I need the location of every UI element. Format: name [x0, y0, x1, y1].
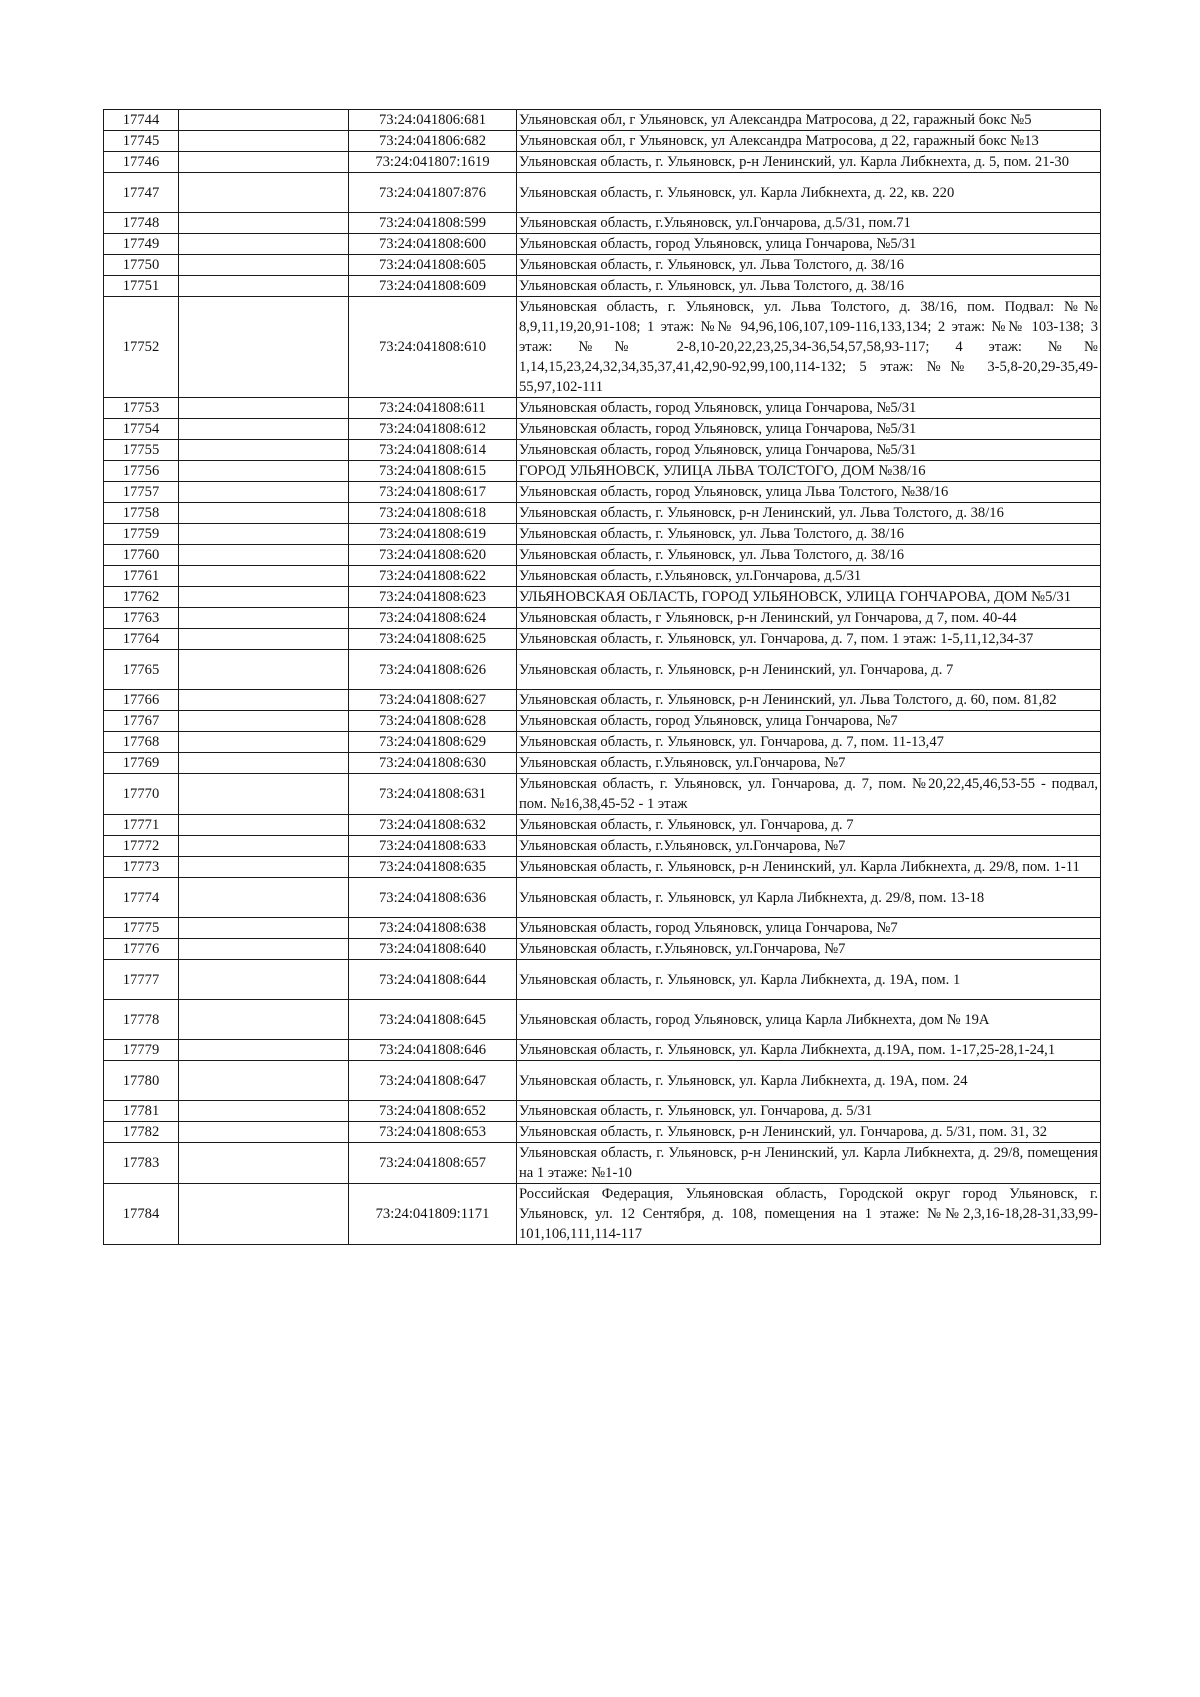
- owner-cell: [179, 1143, 349, 1184]
- table-row: [104, 419, 1101, 440]
- cadastral-number-cell: 73:24:041808:635: [349, 857, 517, 878]
- table-row: [104, 815, 1101, 836]
- owner-cell: [179, 503, 349, 524]
- cadastral-number-cell: 73:24:041808:631: [349, 774, 517, 815]
- table-row: [104, 566, 1101, 587]
- address-cell: Ульяновская обл, г Ульяновск, ул Александра Матросова, д 22, гаражный бокс №5: [517, 110, 1101, 131]
- owner-cell: [179, 774, 349, 815]
- row-number-cell: 17756: [104, 461, 179, 482]
- address-cell: Ульяновская область, г. Ульяновск, ул. Гончарова, д. 5/31: [517, 1101, 1101, 1122]
- row-number-cell: 17751: [104, 276, 179, 297]
- owner-cell: [179, 1040, 349, 1061]
- row-number-cell: 17775: [104, 918, 179, 939]
- owner-cell: [179, 255, 349, 276]
- address-cell: Ульяновская область, г. Ульяновск, р-н Ленинский, ул. Гончарова, д. 7: [517, 650, 1101, 690]
- address-cell: Российская Федерация, Ульяновская область, Городской округ город Ульяновск, г. Ульяновск, ул. 12 Сентября, д. 108, помещения на 1 этаже: №№2,3,16-18,28-31,33,99-101,106,111,114-117: [517, 1184, 1101, 1245]
- row-number-cell: 17768: [104, 732, 179, 753]
- address-cell: Ульяновская область, г. Ульяновск, ул. Гончарова, д. 7, пом. №20,22,45,46,53-55 - подвал, пом. №16,38,45-52 - 1 этаж: [517, 774, 1101, 815]
- cadastral-number-cell: 73:24:041808:636: [349, 878, 517, 918]
- owner-cell: [179, 753, 349, 774]
- registry-table-body: [104, 110, 1101, 1245]
- row-number-cell: 17761: [104, 566, 179, 587]
- owner-cell: [179, 878, 349, 918]
- row-number-cell: 17783: [104, 1143, 179, 1184]
- cadastral-number-cell: 73:24:041808:599: [349, 213, 517, 234]
- table-row: [104, 173, 1101, 213]
- row-number-cell: 17764: [104, 629, 179, 650]
- table-row: [104, 1143, 1101, 1184]
- row-number-cell: 17779: [104, 1040, 179, 1061]
- cadastral-number-cell: 73:24:041808:612: [349, 419, 517, 440]
- cadastral-number-cell: 73:24:041808:624: [349, 608, 517, 629]
- address-cell: Ульяновская область, г. Ульяновск, ул Карла Либкнехта, д. 29/8, пом. 13-18: [517, 878, 1101, 918]
- address-cell: Ульяновская область, г. Ульяновск, ул. Карла Либкнехта, д. 19А, пом. 1: [517, 960, 1101, 1000]
- row-number-cell: 17759: [104, 524, 179, 545]
- owner-cell: [179, 918, 349, 939]
- table-row: [104, 152, 1101, 173]
- cadastral-number-cell: 73:24:041808:644: [349, 960, 517, 1000]
- row-number-cell: 17765: [104, 650, 179, 690]
- table-row: [104, 255, 1101, 276]
- owner-cell: [179, 152, 349, 173]
- owner-cell: [179, 297, 349, 398]
- row-number-cell: 17767: [104, 711, 179, 732]
- address-cell: Ульяновская область, г Ульяновск, р-н Ленинский, ул Гончарова, д 7, пом. 40-44: [517, 608, 1101, 629]
- table-row: [104, 711, 1101, 732]
- row-number-cell: 17750: [104, 255, 179, 276]
- cadastral-number-cell: 73:24:041808:657: [349, 1143, 517, 1184]
- cadastral-number-cell: 73:24:041808:609: [349, 276, 517, 297]
- address-cell: Ульяновская область, г. Ульяновск, ул. Карла Либкнехта, д.19А, пом. 1-17,25-28,1-24,1: [517, 1040, 1101, 1061]
- cadastral-number-cell: 73:24:041807:876: [349, 173, 517, 213]
- owner-cell: [179, 398, 349, 419]
- address-cell: Ульяновская область, г. Ульяновск, ул. Гончарова, д. 7, пом. 11-13,47: [517, 732, 1101, 753]
- owner-cell: [179, 711, 349, 732]
- cadastral-number-cell: 73:24:041808:645: [349, 1000, 517, 1040]
- cadastral-number-cell: 73:24:041808:625: [349, 629, 517, 650]
- address-cell: Ульяновская область, город Ульяновск, улица Гончарова, №5/31: [517, 440, 1101, 461]
- address-cell: Ульяновская область, г.Ульяновск, ул.Гончарова, д.5/31, пом.71: [517, 213, 1101, 234]
- address-cell: Ульяновская область, г. Ульяновск, ул. Гончарова, д. 7, пом. 1 этаж: 1-5,11,12,34-37: [517, 629, 1101, 650]
- owner-cell: [179, 213, 349, 234]
- cadastral-number-cell: 73:24:041808:646: [349, 1040, 517, 1061]
- table-row: [104, 836, 1101, 857]
- owner-cell: [179, 545, 349, 566]
- owner-cell: [179, 857, 349, 878]
- cadastral-number-cell: 73:24:041808:653: [349, 1122, 517, 1143]
- row-number-cell: 17757: [104, 482, 179, 503]
- cadastral-number-cell: 73:24:041808:605: [349, 255, 517, 276]
- table-row: [104, 774, 1101, 815]
- table-row: [104, 110, 1101, 131]
- owner-cell: [179, 650, 349, 690]
- owner-cell: [179, 1122, 349, 1143]
- cadastral-number-cell: 73:24:041808:632: [349, 815, 517, 836]
- owner-cell: [179, 587, 349, 608]
- cadastral-number-cell: 73:24:041808:614: [349, 440, 517, 461]
- table-row: [104, 1101, 1101, 1122]
- row-number-cell: 17754: [104, 419, 179, 440]
- table-row: [104, 608, 1101, 629]
- cadastral-number-cell: 73:24:041808:623: [349, 587, 517, 608]
- owner-cell: [179, 939, 349, 960]
- row-number-cell: 17782: [104, 1122, 179, 1143]
- table-row: [104, 587, 1101, 608]
- cadastral-number-cell: 73:24:041808:652: [349, 1101, 517, 1122]
- address-cell: Ульяновская область, г. Ульяновск, ул. Карла Либкнехта, д. 19А, пом. 24: [517, 1061, 1101, 1101]
- owner-cell: [179, 131, 349, 152]
- owner-cell: [179, 836, 349, 857]
- owner-cell: [179, 566, 349, 587]
- table-row: [104, 939, 1101, 960]
- row-number-cell: 17755: [104, 440, 179, 461]
- owner-cell: [179, 1061, 349, 1101]
- row-number-cell: 17753: [104, 398, 179, 419]
- cadastral-number-cell: 73:24:041808:638: [349, 918, 517, 939]
- address-cell: Ульяновская область, г. Ульяновск, р-н Ленинский, ул. Карла Либкнехта, д. 29/8, пом. 1-11: [517, 857, 1101, 878]
- table-row: [104, 878, 1101, 918]
- row-number-cell: 17760: [104, 545, 179, 566]
- owner-cell: [179, 629, 349, 650]
- table-row: [104, 398, 1101, 419]
- row-number-cell: 17763: [104, 608, 179, 629]
- cadastral-number-cell: 73:24:041808:627: [349, 690, 517, 711]
- cadastral-number-cell: 73:24:041808:633: [349, 836, 517, 857]
- cadastral-number-cell: 73:24:041807:1619: [349, 152, 517, 173]
- table-row: [104, 131, 1101, 152]
- owner-cell: [179, 440, 349, 461]
- owner-cell: [179, 482, 349, 503]
- cadastral-number-cell: 73:24:041808:611: [349, 398, 517, 419]
- owner-cell: [179, 234, 349, 255]
- address-cell: Ульяновская область, г. Ульяновск, ул. Льва Толстого, д. 38/16, пом. Подвал: №№ 8,9,11,19,20,91-108; 1 этаж: №№ 94,96,106,107,109-116,133,134; 2 этаж: №№ 103-138; 3 этаж: №№ 2-8,10-20,22,23,25,34-36,54,57,58,93-117; 4 этаж: №№ 1,14,15,23,24,32,34,35,37,41,42,90-92,99,100,114-132; 5 этаж: №№ 3-5,8-20,29-35,49-55,97,102-111: [517, 297, 1101, 398]
- row-number-cell: 17772: [104, 836, 179, 857]
- row-number-cell: 17780: [104, 1061, 179, 1101]
- owner-cell: [179, 461, 349, 482]
- row-number-cell: 17745: [104, 131, 179, 152]
- table-row: [104, 461, 1101, 482]
- cadastral-number-cell: 73:24:041808:617: [349, 482, 517, 503]
- owner-cell: [179, 732, 349, 753]
- cadastral-number-cell: 73:24:041808:626: [349, 650, 517, 690]
- table-row: [104, 1061, 1101, 1101]
- table-row: [104, 857, 1101, 878]
- row-number-cell: 17762: [104, 587, 179, 608]
- address-cell: Ульяновская обл, г Ульяновск, ул Александра Матросова, д 22, гаражный бокс №13: [517, 131, 1101, 152]
- table-row: [104, 213, 1101, 234]
- cadastral-number-cell: 73:24:041808:600: [349, 234, 517, 255]
- table-row: [104, 629, 1101, 650]
- table-row: [104, 1000, 1101, 1040]
- cadastral-number-cell: 73:24:041808:640: [349, 939, 517, 960]
- owner-cell: [179, 524, 349, 545]
- row-number-cell: 17746: [104, 152, 179, 173]
- registry-table: [103, 109, 1101, 1245]
- row-number-cell: 17769: [104, 753, 179, 774]
- address-cell: Ульяновская область, город Ульяновск, улица Гончарова, №5/31: [517, 234, 1101, 255]
- address-cell: Ульяновская область, г. Ульяновск, р-н Ленинский, ул. Льва Толстого, д. 60, пом. 81,82: [517, 690, 1101, 711]
- address-cell: Ульяновская область, г. Ульяновск, ул. Льва Толстого, д. 38/16: [517, 276, 1101, 297]
- address-cell: Ульяновская область, г. Ульяновск, р-н Ленинский, ул. Льва Толстого, д. 38/16: [517, 503, 1101, 524]
- table-row: [104, 732, 1101, 753]
- row-number-cell: 17771: [104, 815, 179, 836]
- address-cell: Ульяновская область, город Ульяновск, улица Льва Толстого, №38/16: [517, 482, 1101, 503]
- row-number-cell: 17784: [104, 1184, 179, 1245]
- row-number-cell: 17748: [104, 213, 179, 234]
- table-row: [104, 960, 1101, 1000]
- owner-cell: [179, 110, 349, 131]
- address-cell: Ульяновская область, г.Ульяновск, ул.Гончарова, №7: [517, 939, 1101, 960]
- table-row: [104, 276, 1101, 297]
- row-number-cell: 17776: [104, 939, 179, 960]
- table-row: [104, 650, 1101, 690]
- address-cell: Ульяновская область, город Ульяновск, улица Гончарова, №5/31: [517, 398, 1101, 419]
- table-row: [104, 690, 1101, 711]
- row-number-cell: 17749: [104, 234, 179, 255]
- address-cell: Ульяновская область, г. Ульяновск, ул. Гончарова, д. 7: [517, 815, 1101, 836]
- table-row: [104, 482, 1101, 503]
- owner-cell: [179, 276, 349, 297]
- row-number-cell: 17744: [104, 110, 179, 131]
- owner-cell: [179, 419, 349, 440]
- table-row: [104, 1184, 1101, 1245]
- owner-cell: [179, 608, 349, 629]
- row-number-cell: 17773: [104, 857, 179, 878]
- row-number-cell: 17758: [104, 503, 179, 524]
- owner-cell: [179, 173, 349, 213]
- cadastral-number-cell: 73:24:041806:681: [349, 110, 517, 131]
- table-row: [104, 234, 1101, 255]
- row-number-cell: 17774: [104, 878, 179, 918]
- cadastral-number-cell: 73:24:041808:615: [349, 461, 517, 482]
- address-cell: Ульяновская область, г. Ульяновск, ул. Льва Толстого, д. 38/16: [517, 524, 1101, 545]
- address-cell: ГОРОД УЛЬЯНОВСК, УЛИЦА ЛЬВА ТОЛСТОГО, ДОМ №38/16: [517, 461, 1101, 482]
- owner-cell: [179, 960, 349, 1000]
- owner-cell: [179, 690, 349, 711]
- owner-cell: [179, 815, 349, 836]
- row-number-cell: 17766: [104, 690, 179, 711]
- table-row: [104, 753, 1101, 774]
- table-row: [104, 1122, 1101, 1143]
- address-cell: Ульяновская область, г. Ульяновск, ул. Льва Толстого, д. 38/16: [517, 545, 1101, 566]
- cadastral-number-cell: 73:24:041808:618: [349, 503, 517, 524]
- table-row: [104, 524, 1101, 545]
- address-cell: Ульяновская область, г.Ульяновск, ул.Гончарова, №7: [517, 753, 1101, 774]
- cadastral-number-cell: 73:24:041808:647: [349, 1061, 517, 1101]
- address-cell: Ульяновская область, г. Ульяновск, ул. Льва Толстого, д. 38/16: [517, 255, 1101, 276]
- row-number-cell: 17777: [104, 960, 179, 1000]
- address-cell: Ульяновская область, город Ульяновск, улица Гончарова, №5/31: [517, 419, 1101, 440]
- cadastral-number-cell: 73:24:041808:610: [349, 297, 517, 398]
- cadastral-number-cell: 73:24:041808:622: [349, 566, 517, 587]
- cadastral-number-cell: 73:24:041809:1171: [349, 1184, 517, 1245]
- row-number-cell: 17781: [104, 1101, 179, 1122]
- address-cell: Ульяновская область, город Ульяновск, улица Гончарова, №7: [517, 918, 1101, 939]
- cadastral-number-cell: 73:24:041808:628: [349, 711, 517, 732]
- row-number-cell: 17770: [104, 774, 179, 815]
- cadastral-number-cell: 73:24:041806:682: [349, 131, 517, 152]
- address-cell: Ульяновская область, г. Ульяновск, р-н Ленинский, ул. Карла Либкнехта, д. 5, пом. 21-30: [517, 152, 1101, 173]
- table-row: [104, 503, 1101, 524]
- owner-cell: [179, 1101, 349, 1122]
- address-cell: Ульяновская область, г. Ульяновск, р-н Ленинский, ул. Гончарова, д. 5/31, пом. 31, 32: [517, 1122, 1101, 1143]
- cadastral-number-cell: 73:24:041808:630: [349, 753, 517, 774]
- address-cell: Ульяновская область, г. Ульяновск, ул. Карла Либкнехта, д. 22, кв. 220: [517, 173, 1101, 213]
- table-row: [104, 440, 1101, 461]
- address-cell: УЛЬЯНОВСКАЯ ОБЛАСТЬ, ГОРОД УЛЬЯНОВСК, УЛИЦА ГОНЧАРОВА, ДОМ №5/31: [517, 587, 1101, 608]
- row-number-cell: 17778: [104, 1000, 179, 1040]
- address-cell: Ульяновская область, г.Ульяновск, ул.Гончарова, д.5/31: [517, 566, 1101, 587]
- owner-cell: [179, 1000, 349, 1040]
- row-number-cell: 17747: [104, 173, 179, 213]
- table-row: [104, 918, 1101, 939]
- table-row: [104, 297, 1101, 398]
- owner-cell: [179, 1184, 349, 1245]
- table-row: [104, 1040, 1101, 1061]
- cadastral-number-cell: 73:24:041808:619: [349, 524, 517, 545]
- cadastral-number-cell: 73:24:041808:620: [349, 545, 517, 566]
- address-cell: Ульяновская область, г.Ульяновск, ул.Гончарова, №7: [517, 836, 1101, 857]
- cadastral-number-cell: 73:24:041808:629: [349, 732, 517, 753]
- table-row: [104, 545, 1101, 566]
- address-cell: Ульяновская область, город Ульяновск, улица Карла Либкнехта, дом № 19А: [517, 1000, 1101, 1040]
- address-cell: Ульяновская область, город Ульяновск, улица Гончарова, №7: [517, 711, 1101, 732]
- row-number-cell: 17752: [104, 297, 179, 398]
- address-cell: Ульяновская область, г. Ульяновск, р-н Ленинский, ул. Карла Либкнехта, д. 29/8, помещения на 1 этаже: №1-10: [517, 1143, 1101, 1184]
